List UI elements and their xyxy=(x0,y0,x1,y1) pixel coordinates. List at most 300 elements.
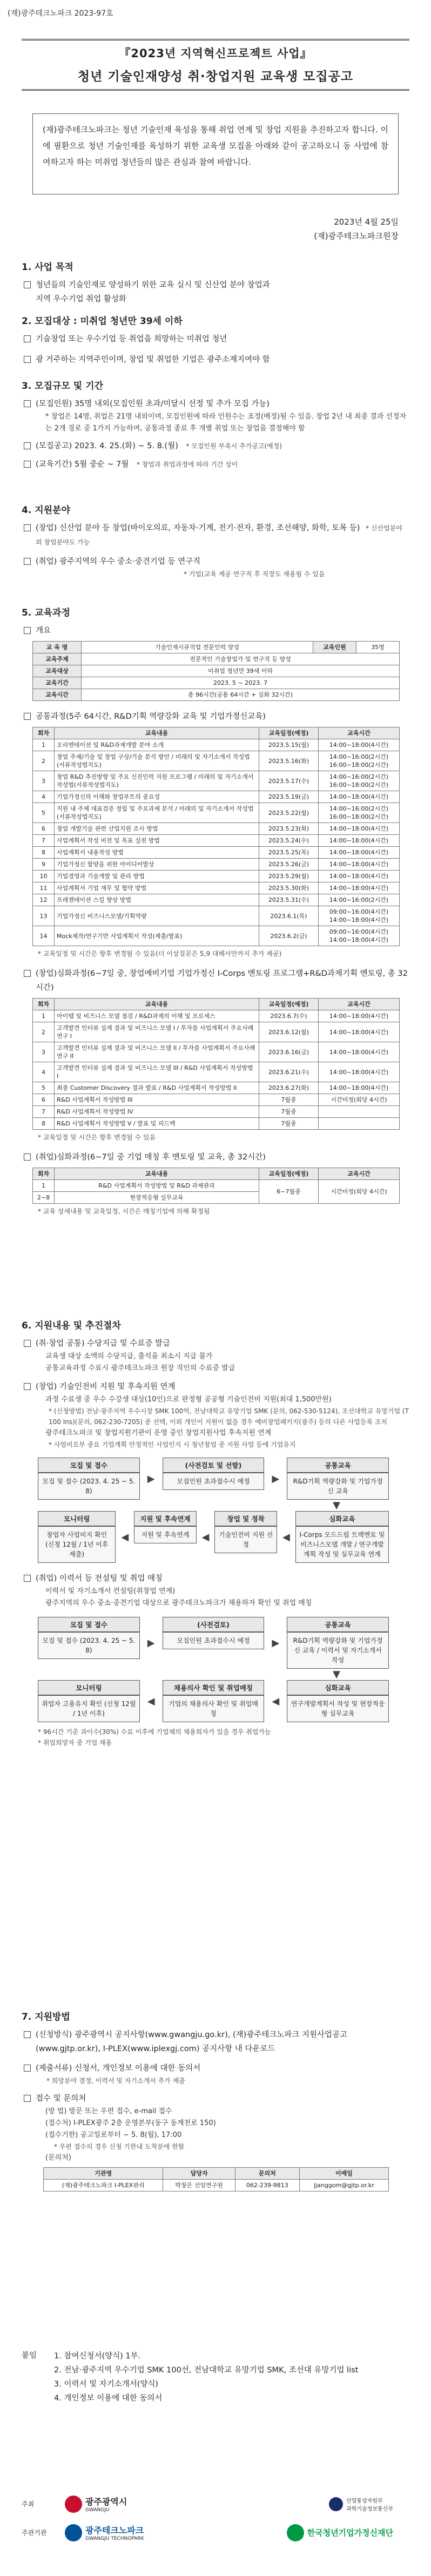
gwangju-logo xyxy=(65,2495,127,2513)
table-cell: 2~8 xyxy=(33,1192,55,1204)
support-sub-2b: 광주테크노파크 및 창업지원기관이 운영 중인 창업지원사업 후속지원 연계 xyxy=(45,1429,272,1437)
table-row xyxy=(33,1062,400,1082)
attachment-item: 2. 전남·광주지역 우수기업 SMK 100선, 전남대학교 유망기업 SMK, 조선대 유망기업 list xyxy=(54,2366,359,2375)
table-cell: 기술인재시큐직업 전문인력 양성 xyxy=(82,642,313,653)
table-row xyxy=(33,1010,400,1022)
checkbox-icon xyxy=(24,335,31,342)
flow-step-body: 지원 및 후속연계 xyxy=(134,1526,196,1543)
table-cell: 총 96시간(공통 64시간 + 심화 32시간) xyxy=(82,689,400,701)
table-cell: 기업가정신 함양을 위한 아이디어발상 xyxy=(55,859,259,871)
table-cell: 09:00~16:00(4시간) 14:00~18:00(4시간) xyxy=(319,926,400,946)
flow-step-head: 모집 및 접수 xyxy=(38,1617,140,1632)
table-header: 담당자 xyxy=(163,2168,235,2180)
host-line xyxy=(22,2495,409,2513)
technopark-logo xyxy=(65,2524,144,2541)
announce-date: 2023년 4월 25일 xyxy=(334,217,399,227)
footer-logos xyxy=(22,2495,409,2560)
intro-text: (재)광주테크노파크는 청년 기술인재 육성을 통해 취업 연계 및 창업 지원을 추진하고자 합니다. 이에 필환으로 청년 기술인재를 육성하기 위한 교육생 모집을 아래와 같이 공고하오니 동 사업에 참여하고자 하는 미취업 청년들의 많은 관심과 참여 바랍니다. xyxy=(43,125,388,167)
table-row xyxy=(44,2180,389,2191)
ministry-logo-icon xyxy=(329,2497,343,2511)
table-cell: 창업 주제/기술 및 창업 구상/기술 분석 방안 / 미래의 및 자기소개서 작성법(서류작성법지도) xyxy=(55,751,259,771)
table-cell: 사업계획서 작성 비전 및 목표 실천 방법 xyxy=(55,835,259,847)
table-cell: 교육시간 xyxy=(33,689,82,701)
support-note-2a: * (신청방법) 전남·광주지역 우수시장 SMK 100억, 전남대학교 유망기업 SMK (문의, 062-530-5124), 조선대학교 유망기업 (T 100 Ins)(문의, 062-230-7205) 중 선택, 이외 개인이 지원이 없을 경우 예비창업패키지(광주) 등의 다른 사업등록 조치 xyxy=(49,1407,409,1426)
apply-text-3: 접수 및 문의처 xyxy=(36,2094,86,2103)
job-flow xyxy=(38,1617,389,1722)
flow-step-body: R&D기획 역량강화 및 기업가정신 교육 xyxy=(287,1473,389,1500)
checkbox-icon xyxy=(24,558,31,565)
table-cell: 6 xyxy=(33,823,55,835)
table-row xyxy=(33,642,400,653)
table-cell: 14:00~18:00(4시간) xyxy=(319,1042,400,1062)
section-title: 2. 모집대상 : 미취업 청년만 39세 이하 xyxy=(22,316,183,327)
table-cell: 35명 xyxy=(356,642,400,653)
table-cell: 고객발견 인터뷰 설계 결과 및 비즈니스 모델 II / 투자를 사업계획서 주요사례 연구 II xyxy=(55,1042,259,1062)
flow-step-body: 기술인전비 지원 선정 xyxy=(214,1526,277,1553)
section-apply xyxy=(22,2009,409,2191)
table-cell: 최종 Customer Discovery 결과 발표 / R&D 사업계획서 작성방법 II xyxy=(55,1082,259,1094)
table-row xyxy=(33,906,400,926)
checkbox-icon xyxy=(24,627,31,634)
table-cell: 3 xyxy=(33,1042,55,1062)
checkbox-icon xyxy=(24,2031,31,2038)
apply-note-2: * 희망분야 결정, 이력서 및 자기소개서 추가 제출 xyxy=(46,2077,185,2085)
section-support xyxy=(22,1318,409,1748)
table-header: 교육시간 xyxy=(319,1168,400,1180)
table-cell: 8 xyxy=(33,1118,55,1130)
arrow-right-icon: ▶ xyxy=(147,1473,155,1485)
common-table xyxy=(32,727,400,946)
table-cell: 2023.5.16(화) xyxy=(259,751,319,771)
table-header: 교육내용 xyxy=(55,1168,259,1180)
target-text-2: 광 거주하는 지역주민이며, 창업 및 취업한 기업은 광주소재지여야 함 xyxy=(36,355,270,364)
startup-label xyxy=(22,967,409,995)
intro-box xyxy=(32,113,399,194)
flow-step-head: 창업 및 정착 xyxy=(214,1511,277,1526)
apply-line-2 xyxy=(22,2061,409,2075)
checkbox-icon xyxy=(24,524,31,531)
support-note-2b: * 사업비로부 중요 기업계획 안정적인 사업인지 시 청년창업 중 지원 사업 등에 기업유지 xyxy=(49,1441,296,1448)
table-cell: 창업 R&D 추진방향 및 주요 신진인력 지원 프로그램 / 미래의 및 자기소개서 작성법(서류작성법지도) xyxy=(55,771,259,791)
checkbox-icon xyxy=(24,2065,31,2072)
flow-step-head: 모집 및 접수 xyxy=(38,1458,140,1473)
support-line-3 xyxy=(22,1572,409,1586)
flow-step-body: 모집 및 접수 (2023. 4. 25 ~ 5. 8) xyxy=(38,1632,140,1659)
table-cell: 박창은 선임연구원 xyxy=(163,2180,235,2191)
table-row xyxy=(33,894,400,906)
dateline xyxy=(314,215,399,243)
title-line-2: 청년 기술인재양성 취·창업지원 교육생 모집공고 xyxy=(77,70,354,84)
table-cell: 13 xyxy=(33,906,55,926)
support-text-3: (취업) 이력서 등 전설팅 및 취업 매칭 xyxy=(36,1574,163,1583)
table-cell: 14:00~18:00(4시간) xyxy=(319,1082,400,1094)
table-row xyxy=(33,665,400,677)
youth-foundation-logo-icon xyxy=(287,2524,304,2541)
attachment-item: 3. 이력서 및 자기소개서(양식) xyxy=(54,2380,159,2389)
table-header: 교육일정(예정) xyxy=(259,999,319,1010)
table-cell: 교육주제 xyxy=(33,653,82,665)
apply-note-3c: * 우편 접수의 경우 신청 기한내 도착분에 한함 xyxy=(54,2143,185,2150)
table-cell: 2023.5.23(화) xyxy=(259,823,319,835)
table-cell: 9 xyxy=(33,859,55,871)
arrow-left-icon: ◀ xyxy=(282,1531,290,1543)
scale-sub-1: * 창업은 14명, 취업은 21명 내외이며, 모집인원에 따라 인원수는 조정(배정)될 수 있음. 창업 2년 내 최종 결과 선정자는 2개 경로 중 1가지 가능하며, 공통과정 종료 후 개별 취업 또는 창업을 결정해야 함 xyxy=(45,413,407,433)
table-cell: 2023.6.21(수) xyxy=(259,1062,319,1082)
flow-step-head: 심화교육 xyxy=(287,1680,389,1695)
table-cell: 5 xyxy=(33,803,55,823)
apply-line-3 xyxy=(22,2092,409,2106)
apply-sub-3b: (접수처) I-PLEX광주 2층 운영본부(동구 동계천로 150) xyxy=(45,2119,216,2127)
support-sub-1a: 교육생 대상 소액의 수당지급, 출석을 최소시 지급 불가 xyxy=(45,1352,213,1360)
table-cell: 4 xyxy=(33,791,55,803)
table-header: 회차 xyxy=(33,727,55,739)
table-cell: 14:00~16:00(2시간) 16:00~18:00(2시간) xyxy=(319,803,400,823)
flow-step-head: 모니터링 xyxy=(38,1511,116,1526)
flow-step-body: 연구개발계획서 작성 및 현장적응형 실무교육 xyxy=(287,1695,389,1722)
apply-text-2: (제출서류) 신청서, 개인정보 이용에 대한 동의서 xyxy=(36,2064,201,2073)
table-cell: 062-239-9813 xyxy=(235,2180,299,2191)
table-header: 교육일정(예정) xyxy=(259,1168,319,1180)
table-cell: 교육대상 xyxy=(33,665,82,677)
table-cell: jjanggom@gjtp.or.kr xyxy=(299,2180,388,2191)
flow-step-head: 공통교육 xyxy=(287,1458,389,1473)
fields-text-2: (취업) 광주지역의 우수 중소·중견기업 등 연구직 xyxy=(36,557,201,566)
table-row xyxy=(33,847,400,859)
section-scale xyxy=(22,378,409,471)
arrow-right-icon: ▶ xyxy=(272,1637,280,1649)
table-row xyxy=(33,803,400,823)
table-cell: 전문적인 기술창업가 및 연구직 등 양성 xyxy=(82,653,400,665)
table-row xyxy=(33,751,400,771)
table-row xyxy=(33,739,400,751)
table-row xyxy=(33,791,400,803)
table-cell: 현장적응형 실무교육 xyxy=(55,1192,259,1204)
purpose-line-2: 지역 우수기업 취업 활성화 xyxy=(36,295,126,304)
overview-table xyxy=(32,641,400,701)
purpose-text-1: 청년들의 기술인재로 양성하기 위한 교육 실시 및 신산업 분야 창업과 xyxy=(36,281,270,289)
document-number: (재)광주테크노파크 2023-97호 xyxy=(8,9,113,18)
table-cell: 14:00~18:00(4시간) xyxy=(319,1022,400,1042)
title-box xyxy=(22,39,409,91)
table-row xyxy=(33,1022,400,1042)
section-title: 4. 지원분야 xyxy=(22,505,70,516)
technopark-logo-icon xyxy=(65,2524,82,2541)
table-row xyxy=(33,677,400,689)
table-cell: 2 xyxy=(33,1022,55,1042)
apply-text-1: (신청방식) 광주광역시 공지사항(www.gwangju.go.kr), (재)광주테크노파크 지원사업공고(www.gjtp.or.kr), I-PLEX(www.iplexgj.com) 공지사항 내 다운로드 xyxy=(36,2031,347,2053)
flow-step xyxy=(287,1617,389,1669)
table-cell: 시간미정(회당 4시간) xyxy=(319,1180,400,1204)
table-cell: 1 xyxy=(33,739,55,751)
table-cell: 고객발견 인터뷰 설계 결과 및 비즈니스 모델 I / 투자를 사업계획서 주요사례 연구 I xyxy=(55,1022,259,1042)
table-cell: 14:00~18:00(4시간) xyxy=(319,1062,400,1082)
scale-text-3: (교육기간) 5월 중순 ~ 7월 xyxy=(36,460,129,469)
title-line-1: 『2023년 지역혁신프로젝트 사업』 xyxy=(119,47,312,60)
table-cell: 기업경영과 기술개발 및 관리 방법 xyxy=(55,871,259,882)
apply-line-1 xyxy=(22,2028,409,2056)
table-header-row xyxy=(44,2168,389,2180)
table-cell: 시간미정(회당 4시간) xyxy=(319,1094,400,1106)
table-cell: 2023.6.1(목) xyxy=(259,906,319,926)
support-text-2: (창업) 기술인전비 지원 및 후속지원 연계 xyxy=(36,1383,176,1391)
checkbox-icon xyxy=(24,1383,31,1390)
table-cell: R&D 사업계획서 작성방법 IV xyxy=(55,1106,259,1118)
job-note: * 교육 상세내용 및 교육일정, 시간은 매칭기업에 의해 확정됨 xyxy=(38,1208,210,1215)
checkbox-icon xyxy=(24,713,31,720)
announce-org: (재)광주테크노파크원장 xyxy=(314,231,399,241)
table-cell: 14:00~18:00(4시간) xyxy=(319,791,400,803)
youth-foundation-logo xyxy=(287,2524,393,2541)
table-cell: 2023.5.15(월) xyxy=(259,739,319,751)
overview-label xyxy=(22,624,409,638)
target-line-1 xyxy=(22,332,409,346)
startup-table-body xyxy=(33,1010,400,1130)
checkbox-icon xyxy=(24,442,31,449)
table-cell: 2023.5.25(목) xyxy=(259,847,319,859)
table-row xyxy=(33,653,400,665)
table-cell xyxy=(319,1118,400,1130)
flow-step-body: 창업자 사업비지 확인 (신청 12월 / 1년 이후 제출) xyxy=(38,1526,116,1563)
flow-step xyxy=(38,1617,140,1669)
table-header: 회차 xyxy=(33,1168,55,1180)
job-label xyxy=(22,1150,409,1164)
common-note: * 교육일정 및 시간은 향후 변경될 수 있음(더 이상질문은 5,9 대해서만까지 추가 제공) xyxy=(38,950,282,957)
table-row xyxy=(33,689,400,701)
table-cell: (재)광주테크노파크 I-PLEX관리 xyxy=(44,2180,163,2191)
table-row xyxy=(33,771,400,791)
table-cell: 2023.5.24(수) xyxy=(259,835,319,847)
scale-line-1 xyxy=(22,397,409,411)
table-cell: 2023.5.30(화) xyxy=(259,882,319,894)
arrow-right-icon: ▶ xyxy=(147,1637,155,1649)
table-cell: 4 xyxy=(33,1062,55,1082)
table-cell: 14:00~16:00(2시간) 16:00~18:00(2시간) xyxy=(319,751,400,771)
flow-step xyxy=(134,1511,196,1563)
table-cell: 사업계획서 내용작성 방법 xyxy=(55,847,259,859)
table-cell: 미취업 청년만 39세 이하 xyxy=(82,665,400,677)
table-cell: 7월중 xyxy=(259,1118,319,1130)
table-cell: R&D 사업계획서 작성방법 V / 발표 및 피드백 xyxy=(55,1118,259,1130)
table-cell: 14:00~16:00(2시간) 16:00~18:00(2시간) xyxy=(319,771,400,791)
startup-table xyxy=(32,998,400,1130)
flow-row-2 xyxy=(38,1511,389,1563)
table-cell: 8 xyxy=(33,847,55,859)
table-cell: 프레젠테이션 스킬 향상 방법 xyxy=(55,894,259,906)
fields-note-2: * 기업(교육 제공 연구직 후 직장도 재용될 수 있음 xyxy=(184,570,325,578)
arrow-left-icon: ◀ xyxy=(201,1531,210,1543)
org-line xyxy=(22,2524,409,2541)
flow-step-body: 모집 및 접수 (2023. 4. 25 ~ 5. 8) xyxy=(38,1473,140,1500)
flow-step xyxy=(163,1617,265,1669)
scale-line-3 xyxy=(22,457,409,471)
table-cell: 기업가정신의 이해와 창업부트의 중요성 xyxy=(55,791,259,803)
support-line-2 xyxy=(22,1380,409,1394)
table-cell: R&D 사업계획서 작성방법 III xyxy=(55,1094,259,1106)
contact-table xyxy=(43,2167,389,2191)
table-cell: 교육기간 xyxy=(33,677,82,689)
checkbox-icon xyxy=(24,356,31,363)
table-cell: 2023.6.16(금) xyxy=(259,1042,319,1062)
table-cell: 2023.5.31(수) xyxy=(259,894,319,906)
common-label xyxy=(22,710,409,724)
table-cell: 14:00~18:00(4시간) xyxy=(319,871,400,882)
flow-step-head: (사전검토) xyxy=(163,1617,265,1632)
overview-label-text: 개요 xyxy=(36,626,51,635)
table-cell: 2023.6.7(수) xyxy=(259,1010,319,1022)
support-sub-3b: 광주지역의 우수 중소·중견기업 대상으로 광주테크노파크가 채용하자 확인 및 취업 매칭 xyxy=(45,1599,312,1607)
flow-step-head: 지원 및 후속연계 xyxy=(134,1511,196,1526)
table-cell xyxy=(319,1106,400,1118)
flow-row-1 xyxy=(38,1458,389,1500)
table-row xyxy=(33,871,400,882)
section-title: 7. 지원방법 xyxy=(22,2012,70,2022)
gwangju-logo-icon xyxy=(65,2496,82,2513)
support-text-1: (취·창업 공통) 수당지급 및 수료증 발급 xyxy=(36,1339,171,1348)
table-header: 회차 xyxy=(33,999,55,1010)
host-label: 주최 xyxy=(22,2500,35,2508)
table-cell: 기업가정신 비즈니스모델/기획역량 xyxy=(55,906,259,926)
table-cell: 14:00~18:00(4시간) xyxy=(319,882,400,894)
table-header: 교육내용 xyxy=(55,999,259,1010)
job-label-text: (취업)심화과정(6~7일 중 기업 매칭 후 멘토링 및 교육, 총 32시간) xyxy=(36,1153,266,1162)
table-row xyxy=(33,1118,400,1130)
table-row xyxy=(33,835,400,847)
table-cell: 2023.5.17(수) xyxy=(259,771,319,791)
checkbox-icon xyxy=(24,1154,31,1161)
checkbox-icon xyxy=(24,400,31,407)
table-cell: 14:00~18:00(4시간) xyxy=(319,835,400,847)
flow-step xyxy=(287,1458,389,1500)
table-cell: 10 xyxy=(33,871,55,882)
support-sub-3a: 이력서 및 자기소개서 컨설팅(취창업 연계) xyxy=(45,1587,176,1595)
fields-line-1 xyxy=(22,521,409,549)
table-cell: 2023.5.22(월) xyxy=(259,803,319,823)
flow-step-body: I-Corps 모드드립 트랙멘토 및 비즈니스모델 개발 / 연구개발계획 작성 및 실무교육 연계 xyxy=(295,1526,389,1563)
ministry-logo xyxy=(329,2496,393,2512)
table-header: 교육내용 xyxy=(55,727,259,739)
table-header: 이메일 xyxy=(299,2168,388,2180)
scale-line-2 xyxy=(22,439,409,453)
flow-row-4 xyxy=(38,1680,389,1722)
flow-step xyxy=(38,1680,140,1722)
arrow-down-icon: ▼ xyxy=(333,1500,340,1511)
table-row xyxy=(33,926,400,946)
apply-sub-3d: (문의처) xyxy=(45,2154,71,2162)
flow-step-body: 모집인원 초과접수시 예정 xyxy=(163,1473,265,1490)
support-line-1 xyxy=(22,1337,409,1351)
table-cell: Mock제작/연구기반 사업계획서 작성(제출/발표) xyxy=(55,926,259,946)
table-header: 교육시간 xyxy=(319,999,400,1010)
table-header-row xyxy=(33,999,400,1010)
table-header: 문의처 xyxy=(235,2168,299,2180)
flow-step-head: 공통교육 xyxy=(287,1617,389,1632)
table-cell: 5 xyxy=(33,1082,55,1094)
support-sub-1b: 공통교육과정 수료시 광주테크노파크 원장 직인의 수료증 발급 xyxy=(45,1364,235,1372)
attachments-label: 붙임 xyxy=(22,2351,37,2360)
attachments-list xyxy=(54,2349,409,2405)
flow-step xyxy=(38,1458,140,1500)
target-text-1: 기술창업 또는 우수기업 등 취업을 희망하는 미취업 청년 xyxy=(36,335,227,343)
table-cell: 2023.5.26(금) xyxy=(259,859,319,871)
table-cell: 7 xyxy=(33,835,55,847)
table-cell: 14:00~16:00(2시간) xyxy=(319,894,400,906)
attachments xyxy=(22,2349,409,2405)
table-cell: 6~7월중 xyxy=(259,1180,319,1204)
apply-sub-3c: (접수기한) 공고일로부터 ~ 5. 8(월), 17:00 xyxy=(45,2131,182,2139)
table-cell: 사업계획서 기업 재무 및 협약 방법 xyxy=(55,882,259,894)
table-cell: 2 xyxy=(33,751,55,771)
checkbox-icon xyxy=(24,1575,31,1582)
section-title: 6. 지원내용 및 추진절차 xyxy=(22,1320,121,1331)
flow-step xyxy=(287,1680,389,1722)
flow-step-head: 심화교육 xyxy=(295,1511,389,1526)
flow-step-head: 채용의사 확인 및 취업매칭 xyxy=(163,1680,265,1695)
table-cell: 아이템 및 비즈니스 모델 점검 / R&D과제의 이해 및 프로세스 xyxy=(55,1010,259,1022)
flow-step-body: R&D기획 역량강화 및 기업가정신 교육 / 이력서 및 자기소개서 작성 xyxy=(287,1632,389,1669)
table-cell: 6 xyxy=(33,1094,55,1106)
checkbox-icon xyxy=(24,2095,31,2102)
table-cell: 14:00~18:00(4시간) xyxy=(319,1010,400,1022)
scale-text-2: (모집공고) 2023. 4. 25.(화) ~ 5. 8.(월) xyxy=(36,442,178,450)
table-cell: 09:00~16:00(4시간) 14:00~18:00(4시간) xyxy=(319,906,400,926)
table-cell: 11 xyxy=(33,882,55,894)
flow-step xyxy=(295,1511,389,1563)
table-cell: 7월중 xyxy=(259,1106,319,1118)
job-table xyxy=(32,1168,400,1204)
org2-sub: GWANGJU TECHNOPARK xyxy=(85,2536,144,2541)
checkbox-icon xyxy=(24,461,31,468)
arrow-left-icon: ◀ xyxy=(272,1695,280,1707)
flow-step-body: 취업자 고용유지 확인 (신청 12월 / 1년 이후) xyxy=(38,1695,140,1722)
table-cell: 지원 내 주체 대표검증 정립 및 주요과제 분석 / 미래의 및 자기소개서 작성법(서류작성법지도) xyxy=(55,803,259,823)
table-row xyxy=(33,823,400,835)
fields-line-2 xyxy=(22,555,409,569)
table-header: 기관명 xyxy=(44,2168,163,2180)
flow-step xyxy=(214,1511,277,1563)
scale-note-2: * 모집인원 부족시 추가공고(예정) xyxy=(186,442,282,450)
purpose-line xyxy=(22,278,409,292)
fields-text-1: (창업) 신산업 분야 등 창업(바이오의료, 자동차·기계, 전기·전자, 환경, 조선해양, 화학, 토목 등) xyxy=(36,524,360,532)
flow-step xyxy=(38,1511,116,1563)
section-curriculum xyxy=(22,605,409,1217)
arrow-left-icon: ◀ xyxy=(147,1695,155,1707)
scale-note-3: * 창업과 취업과정에 따라 기간 상이 xyxy=(137,461,238,468)
table-header-row xyxy=(33,1168,400,1180)
table-cell: 1 xyxy=(33,1010,55,1022)
table-cell: R&D 사업계획서 작성방법 및 R&D 과제관리 xyxy=(55,1180,259,1192)
flow-step xyxy=(163,1458,265,1500)
table-row xyxy=(33,1094,400,1106)
table-row xyxy=(33,1082,400,1094)
flow-step-head: (사전검토 및 선발) xyxy=(163,1458,265,1473)
table-cell: 14:00~18:00(4시간) xyxy=(319,739,400,751)
checkbox-icon xyxy=(24,970,31,977)
host-sub: GWANGJU xyxy=(85,2507,110,2513)
flow-step-body: 기업의 채용의사 확인 및 취업매칭 xyxy=(163,1695,265,1722)
arrow-down-icon: ▼ xyxy=(333,1669,340,1680)
table-cell: 교 육 명 xyxy=(33,642,82,653)
table-cell: 오리엔테이션 및 R&D과제개발 분야 소개 xyxy=(55,739,259,751)
table-row xyxy=(33,859,400,871)
org2-name: 광주테크노파크 xyxy=(85,2525,144,2535)
org4-name: 한국청년기업가정신재단 xyxy=(307,2528,393,2538)
attachment-item: 4. 개인정보 이용에 대한 동의서 xyxy=(54,2394,163,2403)
startup-note: * 교육일정 및 시간은 향후 변경될 수 있음 xyxy=(38,1134,156,1141)
table-row xyxy=(33,1180,400,1192)
flow-step-body: 모집인원 초과접수시 예정 xyxy=(163,1632,265,1649)
table-cell: 12 xyxy=(33,894,55,906)
target-line-2 xyxy=(22,353,409,367)
